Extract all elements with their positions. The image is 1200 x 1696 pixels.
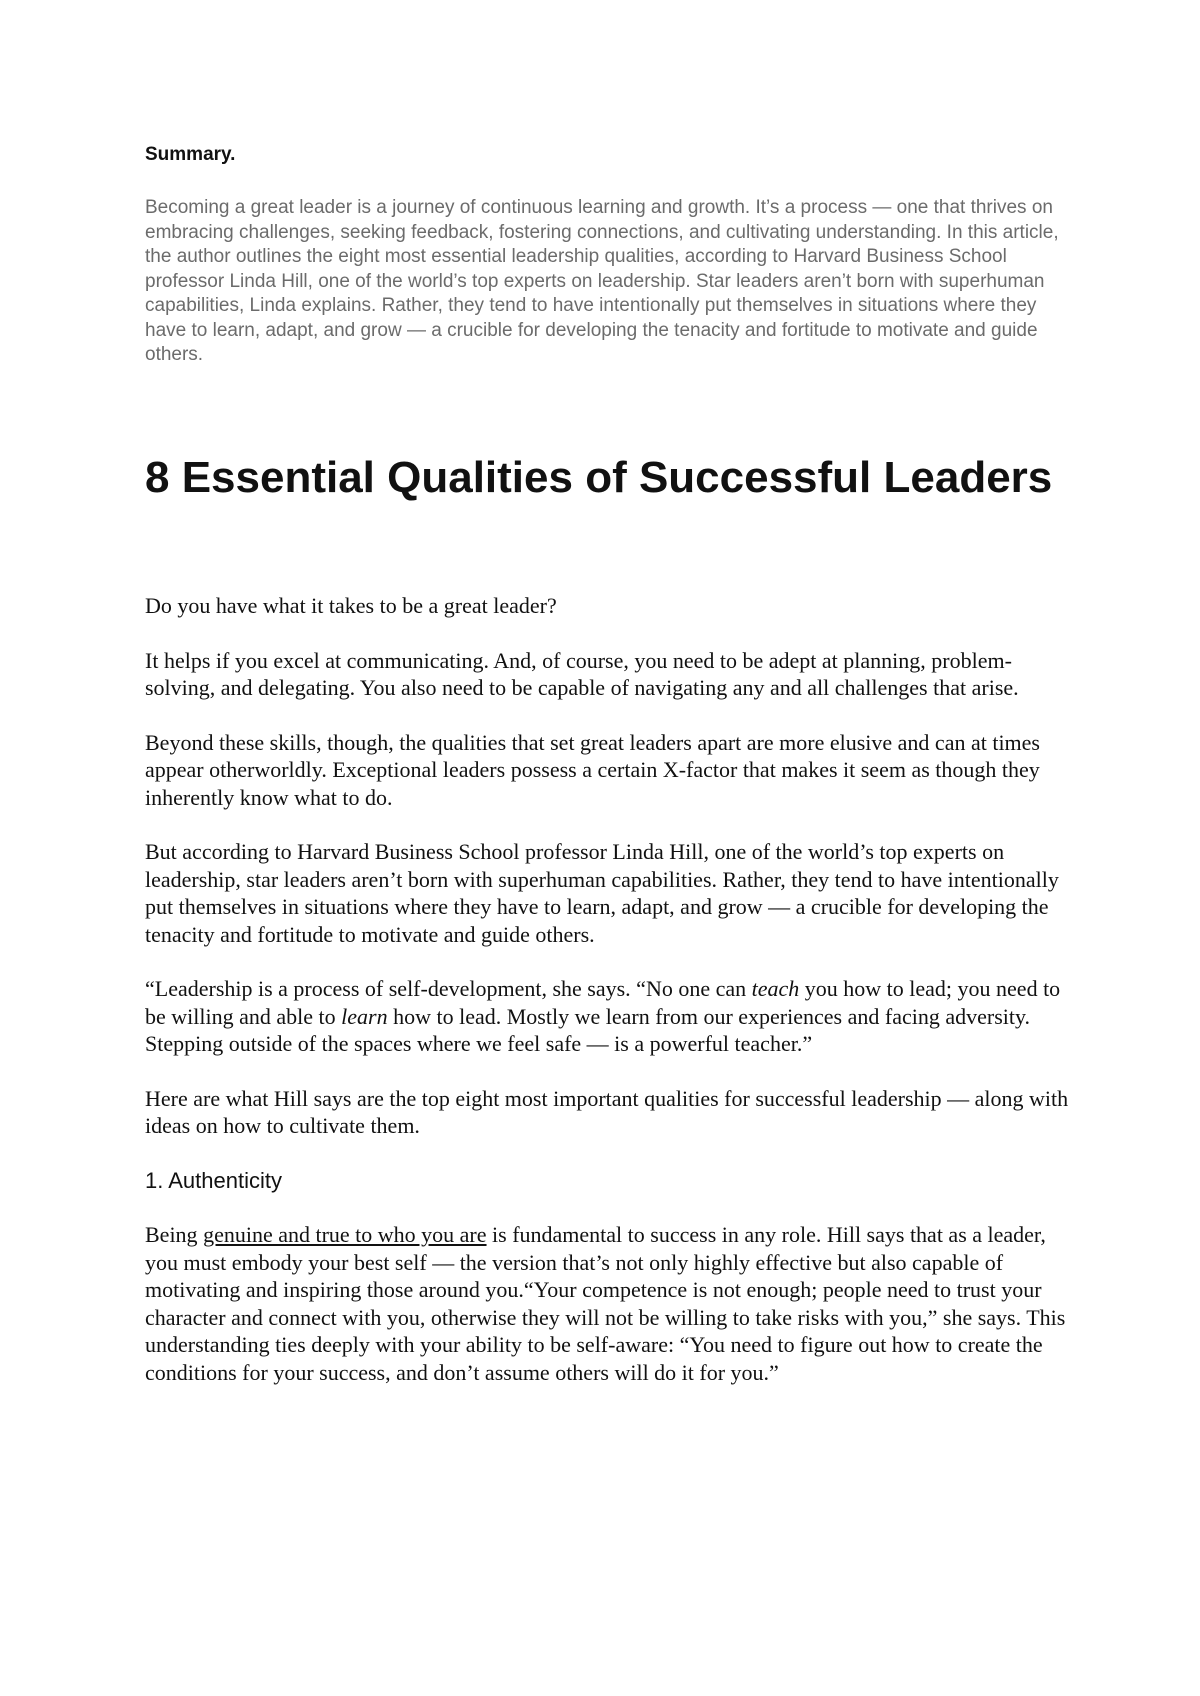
paragraph-intro-question: Do you have what it takes to be a great leader?	[145, 593, 557, 618]
paragraph-authenticity	[145, 1221, 1075, 1386]
quote-part-3: how to lead. Mostly we learn from our experiences and facing adversity. Stepping outside of the spaces where we feel safe — is a powerful teacher.”	[145, 1003, 1031, 1056]
quote-part-1: “Leadership is a process of self-development, she says. “No one can	[145, 976, 752, 1001]
paragraph-x-factor: Beyond these skills, though, the qualities that set great leaders apart are more elusive and can at times appear otherworldly. Exceptional leaders possess a certain X-factor that makes it seem as though they inherently know what to do.	[145, 729, 1040, 810]
quote-emphasis-teach: teach	[751, 976, 800, 1001]
article-body	[145, 592, 1075, 1413]
section-heading-authenticity: 1. Authenticity	[145, 1167, 282, 1193]
quote-part-2: you how to lead; you need to be willing and able to	[145, 976, 1061, 1029]
summary-text: Becoming a great leader is a journey of continuous learning and growth. It’s a process — one that thrives on embracing challenges, seeking feedback, fostering connections, and cultivating understanding. In this article, the author outlines the eight most essential leadership qualities, according to Harvard Business School professor Linda Hill, one of the world’s top experts on leadership. Star leaders aren’t born with superhuman capabilities, Linda explains. Rather, they tend to have intentionally put themselves in situations where they have to learn, adapt, and grow — a crucible for developing the tenacity and fortitude to motivate and guide others.	[145, 197, 1059, 365]
paragraph-quote	[145, 975, 1075, 1058]
authenticity-rest: is fundamental to success in any role. Hill says that as a leader, you must embody your best self — the version that’s not only highly effective but also capable of motivating and inspiring those around you.“Your competence is not enough; people need to trust your character and connect with you, otherwise they will not be willing to take risks with you,” she says. This understanding ties deeply with your ability to be self-aware: “You need to figure out how to create the conditions for your success, and don’t assume others will do it for you.”	[145, 1222, 1066, 1385]
paragraph-top-eight: Here are what Hill says are the top eight most important qualities for successful leadership — along with ideas on how to cultivate them.	[145, 1085, 1069, 1138]
quote-emphasis-learn: learn	[341, 1003, 388, 1029]
genuine-link[interactable]: genuine and true to who you are	[203, 1222, 487, 1247]
article-title: 8 Essential Qualities of Successful Leaders	[145, 453, 1053, 502]
paragraph-linda-hill: But according to Harvard Business School professor Linda Hill, one of the world’s top experts on leadership, star leaders aren’t born with superhuman capabilities. Rather, they tend to have intentionally put themselves in situations where they have to learn, adapt, and grow — a crucible for developing the tenacity and fortitude to motivate and guide others.	[145, 839, 1059, 947]
summary-label: Summary.	[145, 144, 236, 165]
authenticity-prefix: Being	[145, 1222, 204, 1247]
paragraph-skills: It helps if you excel at communicating. And, of course, you need to be adept at planning, problem-solving, and delegating. You also need to be capable of navigating any and all challenges that arise.	[145, 647, 1019, 700]
